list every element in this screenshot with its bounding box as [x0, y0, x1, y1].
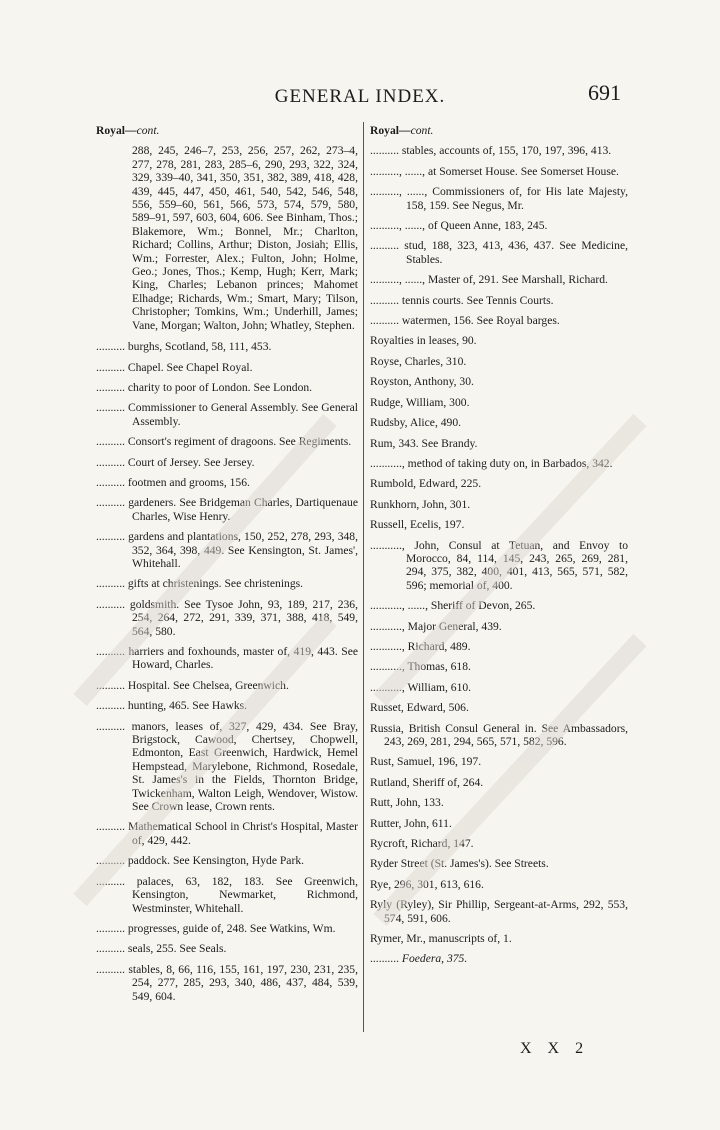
- index-subentry: .......... paddock. See Kensington, Hyde Park.: [96, 854, 305, 868]
- right-subentries: [370, 144, 628, 327]
- index-entry: Rutter, John, 611.: [370, 816, 452, 830]
- index-subentry: ..........., Thomas, 618.: [370, 660, 471, 674]
- index-entry: Rudsby, Alice, 490.: [370, 416, 462, 430]
- russell-subentries: [370, 539, 628, 695]
- left-subentries: [96, 340, 358, 1003]
- index-subentry: .......... tennis courts. See Tennis Courts.: [370, 293, 554, 307]
- rum-subentry: ..........., method of taking duty on, in Barbados, 342.: [370, 456, 613, 470]
- index-entry: Runkhorn, John, 301.: [370, 497, 471, 511]
- index-subentry: .......... harriers and foxhounds, master of, 419, 443. See Howard, Charles.: [96, 645, 358, 672]
- left-column-head: Royal—cont.: [96, 124, 160, 137]
- index-entry: Royse, Charles, 310.: [370, 354, 467, 368]
- index-subentry: .......... footmen and grooms, 156.: [96, 475, 250, 489]
- index-entry: Russia, British Consul General in. See Ambassadors, 243, 269, 281, 294, 565, 571, 582, 596.: [370, 721, 628, 748]
- index-subentry: .......... gardeners. See Bridgeman Charles, Dartiquenaue Charles, Wise Henry.: [96, 496, 358, 523]
- index-entry: Rum, 343. See Brandy.: [370, 436, 478, 450]
- index-subentry: ..........., ......, Sheriff of Devon, 265.: [370, 599, 536, 613]
- left-column: [96, 124, 358, 1010]
- index-subentry: .......... Consort's regiment of dragoons. See Regiments.: [96, 435, 352, 449]
- index-entry: Royalties in leases, 90.: [370, 334, 477, 348]
- index-subentry: ..........., Richard, 489.: [370, 639, 471, 653]
- column-divider: [363, 122, 364, 1032]
- index-subentry: .......... stables, accounts of, 155, 170, 197, 396, 413.: [370, 144, 612, 158]
- right-entries-3: [370, 701, 628, 945]
- index-entry: Rudge, William, 300.: [370, 395, 470, 409]
- index-entry: Rycroft, Richard, 147.: [370, 837, 474, 851]
- index-entry: Rust, Samuel, 196, 197.: [370, 755, 482, 769]
- index-subentry: .......... gifts at christenings. See christenings.: [96, 577, 304, 591]
- index-subentry: ..........., Major General, 439.: [370, 619, 502, 633]
- right-column-head: Royal—cont.: [370, 124, 434, 137]
- index-subentry: .......... Hospital. See Chelsea, Greenwich.: [96, 678, 289, 692]
- signature-mark: X X 2: [520, 1040, 590, 1057]
- index-subentry: .......... manors, leases of, 327, 429, 434. See Bray, Brigstock, Cawood, Chertsey, Chopwell, Edmonton, East Greenwich, Hardwick, Hemel Hempstead, Marylebone, Richmond, Rosedale, St. James's in the Fields, Thornton Bridge, Twickenham, Walton Leigh, Wendover, Wistow. See Crown lease, Crown rents.: [96, 719, 358, 814]
- index-subentry: .......... stables, 8, 66, 116, 155, 161, 197, 230, 231, 235, 254, 277, 285, 293, 340, 486, 437, 484, 539, 549, 604.: [96, 962, 358, 1003]
- index-subentry: .......... Court of Jersey. See Jersey.: [96, 455, 255, 469]
- right-entries-2: [370, 477, 628, 531]
- royal-continuation: 288, 245, 246–7, 253, 256, 257, 262, 273–4, 277, 278, 281, 283, 285–6, 290, 293, 322, 324, 329, 339–40, 341, 350, 351, 382, 389, 418, 428, 439, 445, 447, 450, 461, 540, 542, 546, 548, 556, 559–60, 561, 566, 573, 574, 579, 580, 589–91, 597, 603, 604, 606. See Binham, Thos.; Blakemore, Wm.; Bonnel, Mr.; Charlton, Richard; Collins, Arthur; Diston, Josiah; Ellis, Wm.; Forrester, Alex.; Fulton, John; Holme, Geo.; Jones, Thos.; Kemp, Hugh; Kerr, Mark; King, Charles; Lebanon princes; Mahomet Elhadge; Richards, Wm.; Smart, Mary; Tilson, Christopher; Tomkins, Wm.; Underhill, James; Vane, Morgan; Walton, John; Whatley, Stephen.: [132, 144, 358, 332]
- index-entry: Rymer, Mr., manuscripts of, 1.: [370, 932, 512, 946]
- index-entry: Rye, 296, 301, 613, 616.: [370, 877, 484, 891]
- index-entry: Royston, Anthony, 30.: [370, 375, 474, 389]
- index-subentry: .........., ......, Master of, 291. See Marshall, Richard.: [370, 273, 608, 287]
- right-entries: [370, 334, 628, 449]
- index-entry: Rumbold, Edward, 225.: [370, 477, 482, 491]
- index-subentry: .......... Mathematical School in Christ's Hospital, Master of, 429, 442.: [96, 820, 358, 847]
- index-subentry: .......... Commissioner to General Assembly. See General Assembly.: [96, 401, 358, 428]
- rymer-subentry: .......... Foedera, 375.: [370, 952, 468, 966]
- index-subentry: .......... charity to poor of London. See London.: [96, 380, 313, 394]
- right-column: [370, 124, 628, 973]
- index-entry: Rutt, John, 133.: [370, 796, 444, 810]
- index-entry: Rutland, Sheriff of, 264.: [370, 775, 484, 789]
- page-title: GENERAL INDEX.: [274, 86, 446, 107]
- index-subentry: .......... goldsmith. See Tysoe John, 93, 189, 217, 236, 254, 264, 272, 291, 339, 371, 388, 418, 549, 564, 580.: [96, 597, 358, 638]
- index-entry: Ryder Street (St. James's). See Streets.: [370, 857, 549, 871]
- index-subentry: .......... palaces, 63, 182, 183. See Greenwich, Kensington, Newmarket, Richmond, Westminster, Whitehall.: [96, 874, 358, 915]
- index-subentry: .........., ......, at Somerset House. See Somerset House.: [370, 164, 619, 178]
- index-subentry: ..........., John, Consul at Tetuan, and Envoy to Morocco, 84, 114, 145, 243, 265, 269, 281, 294, 375, 382, 400, 401, 413, 565, 571, 582, 596; memorial of, 400.: [370, 538, 628, 592]
- index-subentry: .......... seals, 255. See Seals.: [96, 942, 227, 956]
- index-subentry: .......... stud, 188, 323, 413, 436, 437. See Medicine, Stables.: [370, 239, 628, 266]
- index-entry: Ryly (Ryley), Sir Phillip, Sergeant-at-Arms, 292, 553, 574, 591, 606.: [370, 898, 628, 925]
- index-entry: Russet, Edward, 506.: [370, 701, 469, 715]
- index-subentry: .......... hunting, 465. See Hawks.: [96, 699, 248, 713]
- index-subentry: .......... burghs, Scotland, 58, 111, 453.: [96, 340, 272, 354]
- index-entry: Russell, Ecelis, 197.: [370, 518, 465, 532]
- index-subentry: .......... watermen, 156. See Royal barges.: [370, 314, 560, 328]
- index-subentry: .........., ......, Commissioners of, for His late Majesty, 158, 159. See Negus, Mr.: [370, 185, 628, 212]
- index-subentry: ..........., William, 610.: [370, 680, 472, 694]
- index-subentry: .........., ......, of Queen Anne, 183, 245.: [370, 219, 548, 233]
- index-subentry: .......... Chapel. See Chapel Royal.: [96, 360, 253, 374]
- index-subentry: .......... gardens and plantations, 150, 252, 278, 293, 348, 352, 364, 398, 449. See Kensington, St. James', Whitehall.: [96, 530, 358, 570]
- page-header: [0, 80, 720, 110]
- page-number: 691: [588, 80, 621, 105]
- index-subentry: .......... progresses, guide of, 248. See Watkins, Wm.: [96, 921, 336, 935]
